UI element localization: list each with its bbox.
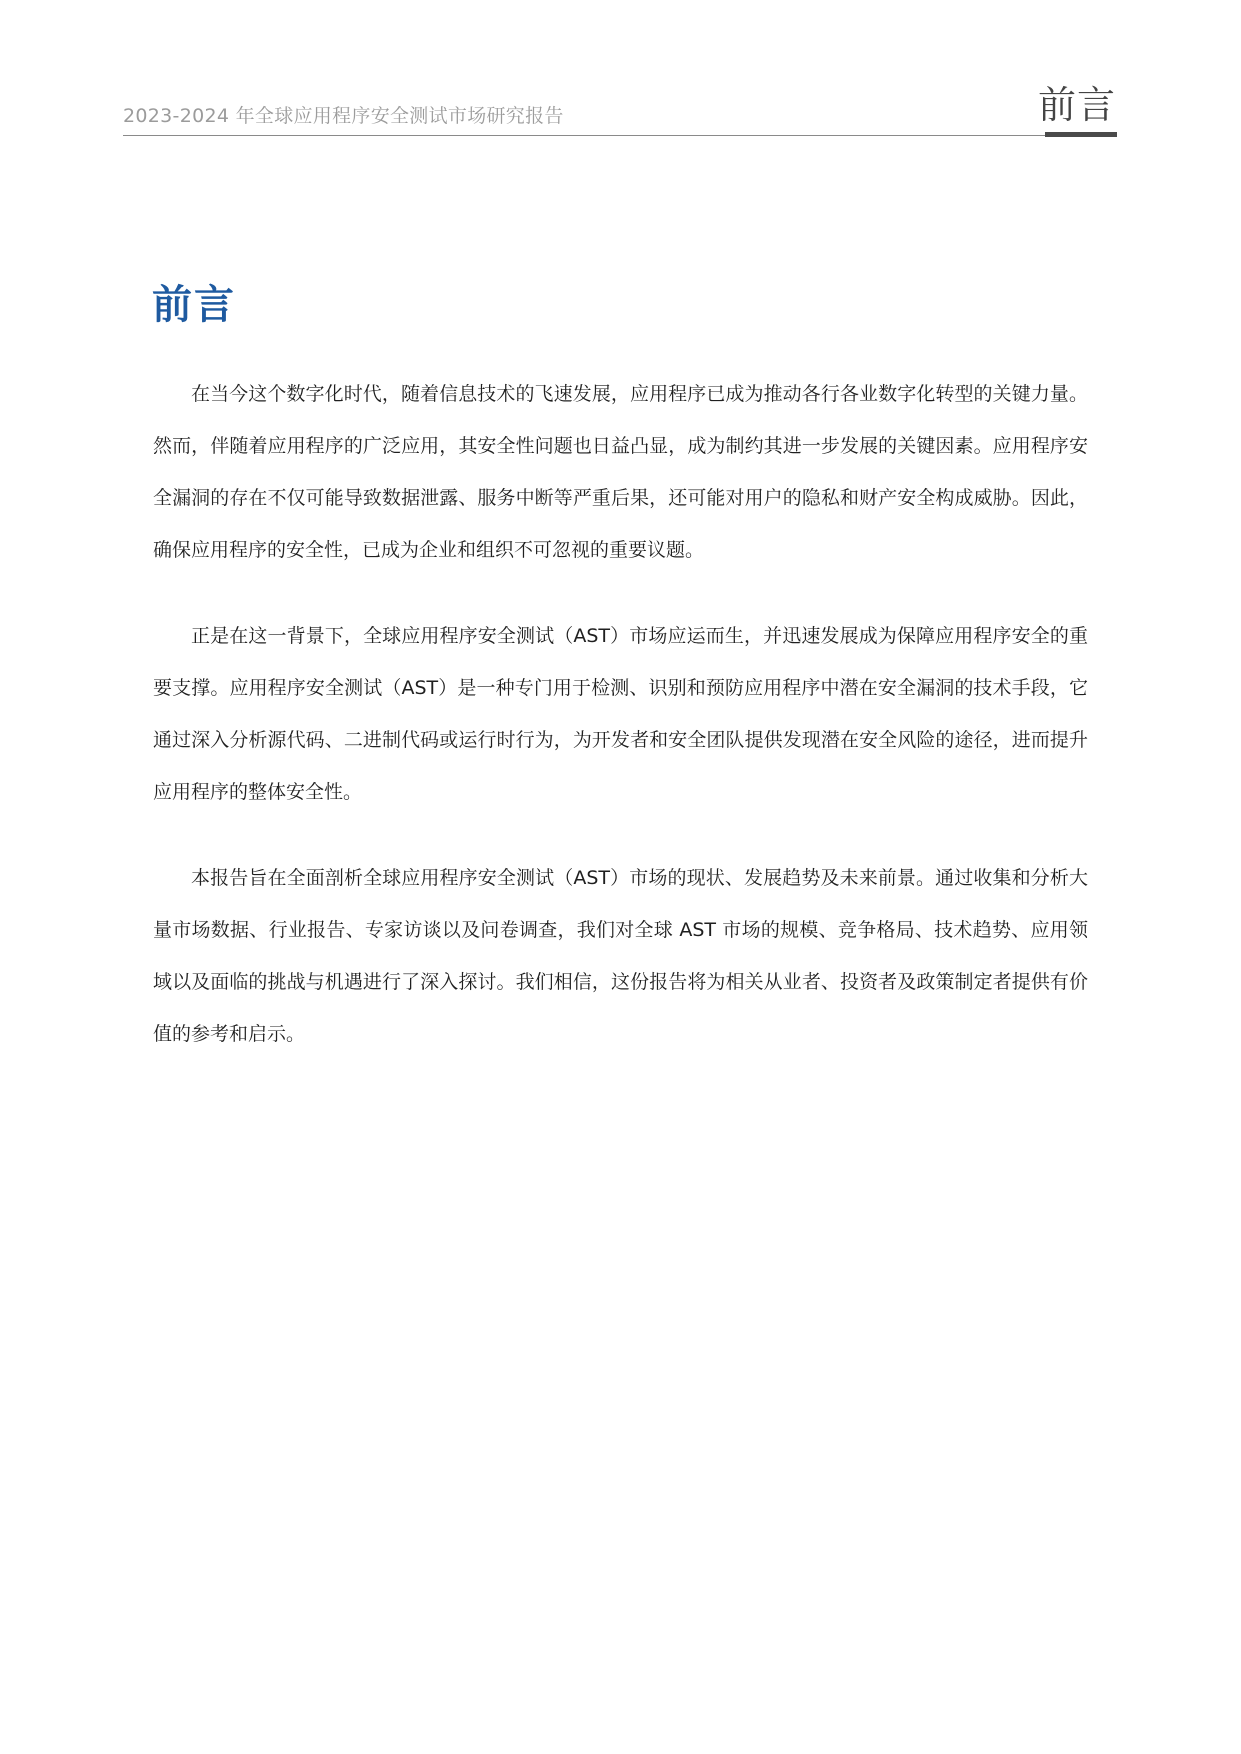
report-running-title: 2023-2024 年全球应用程序安全测试市场研究报告 [123,105,564,127]
paragraph-1: 在当今这个数字化时代，随着信息技术的飞速发展，应用程序已成为推动各行各业数字化转型的关键力量。然而，伴随着应用程序的广泛应用，其安全性问题也日益凸显，成为制约其进一步发展的关键因素。应用程序安全漏洞的存在不仅可能导致数据泄露、服务中断等严重后果，还可能对用户的隐私和财产安全构成威胁。因此，确保应用程序的安全性，已成为企业和组织不可忽视的重要议题。 [153,383,1088,561]
body-text [153,368,1088,1094]
header-divider [123,135,1117,136]
section-tag: 前言 [1038,83,1117,127]
paragraph-3: 本报告旨在全面剖析全球应用程序安全测试（AST）市场的现状、发展趋势及未来前景。通过收集和分析大量市场数据、行业报告、专家访谈以及问卷调查，我们对全球 AST 市场的规模、竞争格局、技术趋势、应用领域以及面临的挑战与机遇进行了深入探讨。我们相信，这份报告将为相关从业者、投资者及政策制定者提供有价值的参考和启示。 [153,867,1088,1045]
section-tag-underline [1045,132,1117,137]
paragraph-2: 正是在这一背景下，全球应用程序安全测试（AST）市场应运而生，并迅速发展成为保障应用程序安全的重要支撑。应用程序安全测试（AST）是一种专门用于检测、识别和预防应用程序中潜在安全漏洞的技术手段，它通过深入分析源代码、二进制代码或运行时行为，为开发者和安全团队提供发现潜在安全风险的途径，进而提升应用程序的整体安全性。 [153,625,1088,803]
page-title: 前言 [152,282,236,328]
